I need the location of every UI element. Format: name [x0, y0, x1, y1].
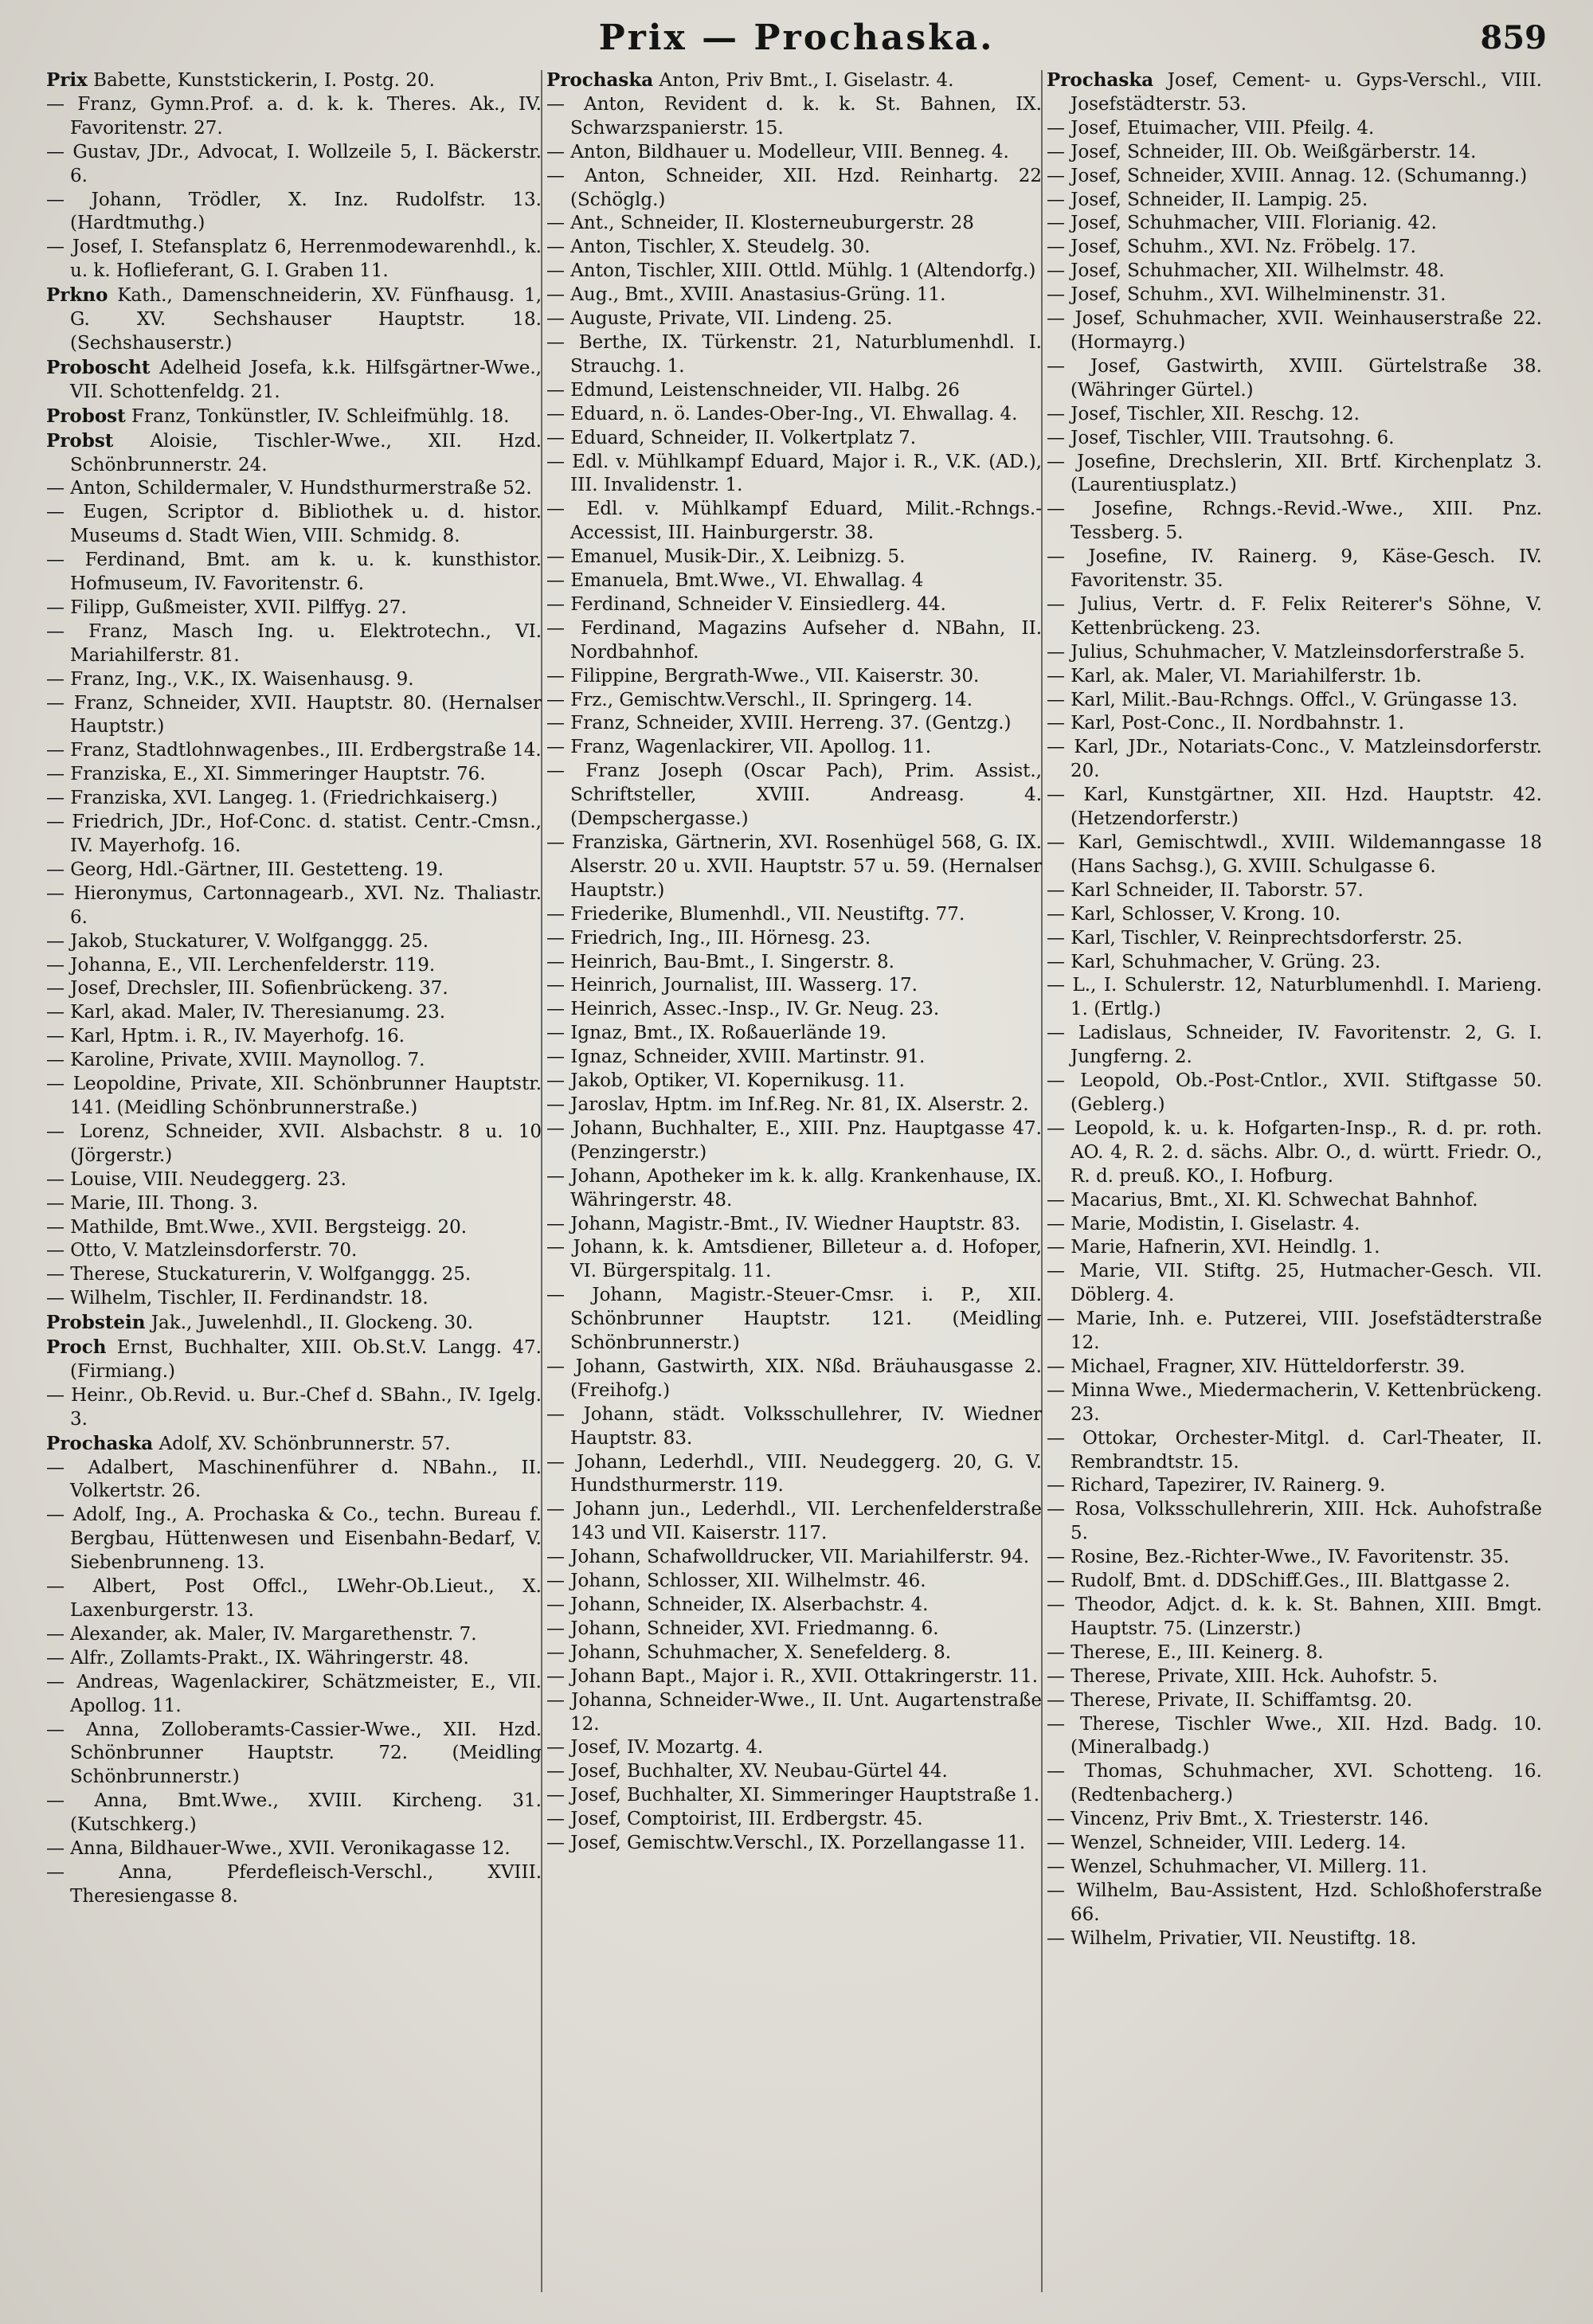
directory-entry: — Edl. v. Mühlkampf Eduard, Milit.-Rchngs.-Accessist, III. Hainburgerstr. 38.: [546, 499, 1042, 544]
directory-entry: — Julius, Schuhmacher, V. Matzleinsdorferstraße 5.: [1047, 641, 1525, 663]
directory-entry: — Ferdinand, Bmt. am k. u. k. kunsthistor. Hofmuseum, IV. Favoritenstr. 6.: [46, 550, 542, 595]
directory-entry: — Otto, V. Matzleinsdorferstr. 70.: [46, 1240, 358, 1262]
surname-headword: Probstein: [46, 1312, 146, 1334]
directory-entry: — Josef, Buchhalter, XV. Neubau-Gürtel 44.: [546, 1761, 948, 1782]
directory-entry: — Josef, Comptoirist, III. Erdbergstr. 45.: [546, 1809, 923, 1830]
directory-entry: — Rosine, Bez.-Richter-Wwe., IV. Favoritenstr. 35.: [1047, 1547, 1509, 1568]
directory-entry: — Franz Joseph (Oscar Pach), Prim. Assist., Schriftsteller, XVIII. Andreasg. 4. (Dempschergasse.): [546, 761, 1042, 830]
directory-entry: — Anna, Bmt.Wwe., XVIII. Kircheng. 31. (Kutschkerg.): [46, 1790, 542, 1836]
directory-entry: — Karl, akad. Maler, IV. Theresianumg. 23.: [46, 1002, 446, 1023]
directory-entry: Prochaska Anton, Priv Bmt., I. Giselastr. 4.: [546, 69, 954, 91]
directory-entry: — Anton, Tischler, XIII. Ottld. Mühlg. 1 (Altendorfg.): [546, 260, 1036, 282]
directory-entry: — Macarius, Bmt., XI. Kl. Schwechat Bahnhof.: [1047, 1189, 1478, 1211]
directory-entry: Prkno Kath., Damenschneiderin, XV. Fünfhausg. 1, G. XV. Sechshauser Hauptstr. 18. (Sechshauserstr.): [46, 284, 542, 354]
directory-entry: — Friedrich, Ing., III. Hörnesg. 23.: [546, 927, 871, 949]
directory-entry: — Johann jun., Lederhdl., VII. Lerchenfelderstraße 143 und VII. Kaiserstr. 117.: [546, 1499, 1042, 1544]
directory-entry: — Marie, III. Thong. 3.: [46, 1192, 259, 1214]
directory-entry: — Marie, Inh. e. Putzerei, VIII. Josefstädterstraße 12.: [1047, 1309, 1542, 1354]
directory-entry: — Eduard, n. ö. Landes-Ober-Ing., VI. Ehwallag. 4.: [546, 403, 1018, 425]
directory-entry: — Franz, Schneider, XVII. Hauptstr. 80. (Hernalser Hauptstr.): [46, 692, 542, 737]
directory-entry: Proboscht Adelheid Josefa, k.k. Hilfsgärtner-Wwe., VII. Schottenfeldg. 21.: [46, 356, 542, 402]
directory-entry: — Ignaz, Bmt., IX. Roßauerlände 19.: [546, 1023, 887, 1044]
directory-entry: — Anna, Zolloberamts-Cassier-Wwe., XII. Hzd. Schönbrunner Hauptstr. 72. (Meidling Schönbrunnerstr.): [46, 1719, 542, 1788]
directory-entry: — Franz, Stadtlohnwagenbes., III. Erdbergstraße 14.: [46, 740, 542, 761]
directory-entry: — Jakob, Stuckaturer, V. Wolfganggg. 25.: [46, 930, 429, 952]
directory-entry: — Franziska, E., XI. Simmeringer Hauptstr. 76.: [46, 764, 486, 785]
directory-entry: — Franz, Ing., V.K., IX. Waisenhausg. 9.: [46, 668, 414, 690]
surname-headword: Prochaska: [546, 69, 654, 91]
directory-entry: — Johann, Apotheker im k. k. allg. Krankenhause, IX. Währingerstr. 48.: [546, 1165, 1042, 1211]
directory-entry: — Rudolf, Bmt. d. DDSchiff.Ges., III. Blattgasse 2.: [1047, 1571, 1511, 1592]
directory-entry: — Franziska, XVI. Langeg. 1. (Friedrichkaiserg.): [46, 788, 498, 809]
directory-entry: — Josef, I. Stefansplatz 6, Herrenmodewarenhdl., k. u. k. Hoflieferant, G. I. Graben 11.: [46, 237, 542, 282]
directory-entry: — Theodor, Adjct. d. k. k. St. Bahnen, XIII. Bmgt. Hauptstr. 75. (Linzerstr.): [1047, 1594, 1542, 1639]
directory-entry: — Marie, Hafnerin, XVI. Heindlg. 1.: [1047, 1237, 1380, 1258]
directory-entry: — Lorenz, Schneider, XVII. Alsbachstr. 8 u. 10 (Jörgerstr.): [46, 1121, 542, 1166]
directory-entry: — Wenzel, Schuhmacher, VI. Millerg. 11.: [1047, 1856, 1427, 1877]
directory-entry: — Ottokar, Orchester-Mitgl. d. Carl-Theater, II. Rembrandtstr. 15.: [1047, 1427, 1542, 1473]
directory-entry: — Alexander, ak. Maler, IV. Margarethenstr. 7.: [46, 1623, 477, 1645]
directory-entry: — Emanuela, Bmt.Wwe., VI. Ehwallag. 4: [546, 570, 924, 592]
directory-entry: — Eugen, Scriptor d. Bibliothek u. d. histor. Museums d. Stadt Wien, VIII. Schmidg. 8.: [46, 502, 542, 547]
directory-entry: — Rosa, Volksschullehrerin, XIII. Hck. Auhofstraße 5.: [1047, 1499, 1542, 1544]
directory-entry: — Johann, Schneider, XVI. Friedmanng. 6.: [546, 1618, 939, 1639]
directory-entry: — Georg, Hdl.-Gärtner, III. Gestetteng. 19.: [46, 859, 444, 880]
directory-column-1: [46, 68, 542, 2299]
page-header-title: Prix — Prochaska.: [598, 18, 995, 58]
directory-entry: — Josefine, Rchngs.-Revid.-Wwe., XIII. Pnz. Tessberg. 5.: [1047, 499, 1542, 544]
directory-column-2: [546, 68, 1042, 2299]
directory-entry: — Josef, Tischler, XII. Reschg. 12.: [1047, 403, 1360, 425]
directory-entry: — Filipp, Gußmeister, XVII. Pilffyg. 27.: [46, 597, 407, 618]
directory-entry: — Johann, Magistr.-Bmt., IV. Wiedner Hauptstr. 83.: [546, 1213, 1021, 1234]
directory-entry: — Franz, Gymn.Prof. a. d. k. k. Theres. Ak., IV. Favoritenstr. 27.: [46, 93, 542, 139]
directory-entry: — Johann, Schafwolldrucker, VII. Mariahilferstr. 94.: [546, 1547, 1030, 1568]
directory-entry: — Albert, Post Offcl., LWehr-Ob.Lieut., X. Laxenburgerstr. 13.: [46, 1576, 542, 1621]
directory-entry: — Karl, Gemischtwdl., XVIII. Wildemanngasse 18 (Hans Sachsg.), G. XVIII. Schulgasse 6.: [1047, 832, 1542, 877]
directory-entry: — Josef, Schuhm., XVI. Wilhelminenstr. 31.: [1047, 284, 1446, 306]
directory-entry: — Eduard, Schneider, II. Volkertplatz 7.: [546, 427, 917, 448]
directory-entry: — Josef, Schuhm., XVI. Nz. Fröbelg. 17.: [1047, 237, 1416, 258]
directory-entry: — Therese, Stuckaturerin, V. Wolfganggg. 25.: [46, 1264, 472, 1285]
directory-entry: — Anna, Pferdefleisch-Verschl., XVIII. Theresiengasse 8.: [46, 1861, 542, 1907]
directory-entry: — Gustav, JDr., Advocat, I. Wollzeile 5, I. Bäckerstr. 6.: [46, 141, 542, 186]
directory-entry: — Josef, Buchhalter, XI. Simmeringer Hauptstraße 1.: [546, 1785, 1040, 1806]
directory-entry: — Leopold, k. u. k. Hofgarten-Insp., R. d. pr. roth. AO. 4, R. 2. d. sächs. Albr. O., d. württ. Friedr. O., R. d. preuß. KO., I. Hofburg.: [1047, 1117, 1542, 1187]
directory-entry: — Franz, Wagenlackirer, VII. Apollog. 11.: [546, 737, 932, 758]
directory-entry: — Therese, Tischler Wwe., XII. Hzd. Badg. 10. (Mineralbadg.): [1047, 1713, 1542, 1759]
directory-entry: — Anton, Tischler, X. Steudelg. 30.: [546, 237, 871, 258]
directory-entry: — Anton, Schildermaler, V. Hundsthurmerstraße 52.: [46, 478, 532, 499]
directory-entry: — Franz, Schneider, XVIII. Herreng. 37. (Gentzg.): [546, 713, 1012, 734]
directory-entry: — Johann Bapt., Major i. R., XVII. Ottakringerstr. 11.: [546, 1665, 1039, 1687]
directory-entry: — Aug., Bmt., XVIII. Anastasius-Grüng. 11.: [546, 284, 946, 306]
surname-headword: Prkno: [46, 284, 108, 307]
directory-entry: — Josef, Tischler, VIII. Trautsohng. 6.: [1047, 427, 1395, 448]
surname-headword: Prix: [46, 69, 88, 91]
directory-entry: — Marie, Modistin, I. Giselastr. 4.: [1047, 1213, 1360, 1234]
directory-entry: — Marie, VII. Stiftg. 25, Hutmacher-Gesch. VII. Döblerg. 4.: [1047, 1261, 1542, 1306]
directory-entry: Proch Ernst, Buchhalter, XIII. Ob.St.V. Langg. 47. (Firmiang.): [46, 1336, 542, 1382]
directory-entry: — Thomas, Schuhmacher, XVI. Schotteng. 16. (Redtenbacherg.): [1047, 1761, 1542, 1806]
directory-entry: — Adolf, Ing., A. Prochaska & Co., techn. Bureau f. Bergbau, Hüttenwesen und Eisenbahn-Bedarf, V. Siebenbrunneng. 13.: [46, 1504, 542, 1574]
directory-entry: — Johann, Magistr.-Steuer-Cmsr. i. P., XII. Schönbrunner Hauptstr. 121. (Meidling Schönbrunnerstr.): [546, 1285, 1042, 1354]
directory-entry: — Therese, Private, XIII. Hck. Auhofstr. 5.: [1047, 1665, 1438, 1687]
directory-entry: — Heinrich, Assec.-Insp., IV. Gr. Neug. 23.: [546, 999, 940, 1020]
directory-entry: — Karl, ak. Maler, VI. Mariahilferstr. 1b.: [1047, 665, 1422, 687]
directory-entry: — Ladislaus, Schneider, IV. Favoritenstr. 2, G. I. Jungferng. 2.: [1047, 1023, 1542, 1068]
directory-entry: — Minna Wwe., Miedermacherin, V. Kettenbrückeng. 23.: [1047, 1379, 1542, 1425]
directory-entry: — Friederike, Blumenhdl., VII. Neustiftg. 77.: [546, 903, 965, 925]
surname-headword: Proch: [46, 1336, 107, 1359]
directory-entry: — Josef, Gemischtw.Verschl., IX. Porzellangasse 11.: [546, 1833, 1026, 1854]
directory-entry: — Josefine, IV. Rainerg. 9, Käse-Gesch. IV. Favoritenstr. 35.: [1047, 546, 1542, 592]
directory-entry: — Karl Schneider, II. Taborstr. 57.: [1047, 879, 1364, 901]
directory-entry: — Richard, Tapezirer, IV. Rainerg. 9.: [1047, 1475, 1386, 1497]
directory-entry: — Johann, Trödler, X. Inz. Rudolfstr. 13. (Hardtmuthg.): [46, 189, 542, 234]
directory-entry: — Andreas, Wagenlackirer, Schätzmeister, E., VII. Apollog. 11.: [46, 1671, 542, 1716]
directory-entry: — Johann, Buchhalter, E., XIII. Pnz. Hauptgasse 47. (Penzingerstr.): [546, 1117, 1042, 1163]
directory-entry: — Josef, Schuhmacher, XII. Wilhelmstr. 48.: [1047, 260, 1445, 282]
surname-headword: Prochaska: [46, 1432, 154, 1454]
directory-entry: — Louise, VIII. Neudeggerg. 23.: [46, 1168, 346, 1190]
directory-entry: — Ignaz, Schneider, XVIII. Martinstr. 91.: [546, 1047, 926, 1068]
directory-entry: — Johann, Lederhdl., VIII. Neudeggerg. 20, G. V. Hundsthurmerstr. 119.: [546, 1451, 1042, 1497]
directory-entry: — Mathilde, Bmt.Wwe., XVII. Bergsteigg. 20.: [46, 1216, 468, 1238]
directory-entry: — Therese, E., III. Keinerg. 8.: [1047, 1641, 1324, 1663]
directory-entry: — Karl, Kunstgärtner, XII. Hzd. Hauptstr. 42. (Hetzendorferstr.): [1047, 784, 1542, 830]
surname-headword: Probst: [46, 429, 114, 452]
directory-entry: — Hieronymus, Cartonnagearb., XVI. Nz. Thaliastr. 6.: [46, 882, 542, 928]
directory-entry: — Berthe, IX. Türkenstr. 21, Naturblumenhdl. I. Strauchg. 1.: [546, 331, 1042, 377]
directory-entry: — Jaroslav, Hptm. im Inf.Reg. Nr. 81, IX. Alserstr. 2.: [546, 1094, 1029, 1115]
directory-column-3: [1047, 68, 1542, 2299]
directory-entry: — Johann, k. k. Amtsdiener, Billeteur a. d. Hofoper, VI. Bürgerspitalg. 11.: [546, 1237, 1042, 1282]
directory-entry: Prix Babette, Kunststickerin, I. Postg. 20.: [46, 69, 435, 91]
directory-entry: — Johann, Gastwirth, XIX. Nßd. Bräuhausgasse 2. (Freihofg.): [546, 1356, 1042, 1401]
directory-entry: — Wilhelm, Bau-Assistent, Hzd. Schloßhoferstraße 66.: [1047, 1880, 1542, 1925]
directory-entry: — Karl, Tischler, V. Reinprechtsdorferstr. 25.: [1047, 927, 1463, 949]
directory-entry: — Franz, Masch Ing. u. Elektrotechn., VI. Mariahilferstr. 81.: [46, 620, 542, 666]
directory-entry: — Emanuel, Musik-Dir., X. Leibnizg. 5.: [546, 546, 906, 568]
directory-entry: — Michael, Fragner, XIV. Hütteldorferstr. 39.: [1047, 1356, 1466, 1377]
directory-entry: Probstein Jak., Juwelenhdl., II. Glockeng. 30.: [46, 1312, 474, 1334]
directory-entry: — Karl, JDr., Notariats-Conc., V. Matzleinsdorferstr. 20.: [1047, 737, 1542, 782]
directory-entry: — Anton, Revident d. k. k. St. Bahnen, IX. Schwarzspanierstr. 15.: [546, 93, 1042, 139]
directory-entry: — Josef, Schuhmacher, XVII. Weinhauserstraße 22. (Hormayrg.): [1047, 308, 1542, 353]
directory-entry: — Vincenz, Priv Bmt., X. Triesterstr. 146.: [1047, 1809, 1430, 1830]
directory-entry: — Leopold, Ob.-Post-Cntlor., XVII. Stiftgasse 50. (Geblerg.): [1047, 1070, 1542, 1115]
directory-entry: — Johann, Schlosser, XII. Wilhelmstr. 46.: [546, 1571, 926, 1592]
directory-entry: — Frz., Gemischtw.Verschl., II. Springerg. 14.: [546, 689, 973, 710]
directory-entry: — Heinrich, Journalist, III. Wasserg. 17.: [546, 975, 918, 996]
surname-headword: Prochaska: [1047, 69, 1154, 91]
directory-entry: — Johann, Schneider, IX. Alserbachstr. 4.: [546, 1594, 929, 1615]
directory-entry: — Karl, Schuhmacher, V. Grüng. 23.: [1047, 951, 1381, 972]
directory-entry: — Jakob, Optiker, VI. Kopernikusg. 11.: [546, 1070, 905, 1092]
directory-entry: — Karl, Hptm. i. R., IV. Mayerhofg. 16.: [46, 1026, 405, 1047]
directory-entry: — Josefine, Drechslerin, XII. Brtf. Kirchenplatz 3. (Laurentiusplatz.): [1047, 451, 1542, 496]
directory-entry: — Alfr., Zollamts-Prakt., IX. Währingerstr. 48.: [46, 1647, 469, 1669]
directory-entry: — Karl, Milit.-Bau-Rchngs. Offcl., V. Grüngasse 13.: [1047, 689, 1518, 710]
directory-entry: — Johann, städt. Volksschullehrer, IV. Wiedner Hauptstr. 83.: [546, 1403, 1042, 1449]
directory-entry: — Johann, Schuhmacher, X. Senefelderg. 8.: [546, 1641, 952, 1663]
directory-entry: — Johanna, E., VII. Lerchenfelderstr. 119.: [46, 954, 436, 976]
directory-entry: — Karl, Schlosser, V. Krong. 10.: [1047, 903, 1341, 925]
directory-entry: — Josef, IV. Mozartg. 4.: [546, 1737, 764, 1759]
directory-entry: — Wenzel, Schneider, VIII. Lederg. 14.: [1047, 1833, 1407, 1854]
surname-headword: Probost: [46, 405, 126, 427]
directory-entry: — Anna, Bildhauer-Wwe., XVII. Veronikagasse 12.: [46, 1838, 511, 1860]
directory-entry: — Edmund, Leistenschneider, VII. Halbg. 26: [546, 379, 960, 401]
directory-entry: — Edl. v. Mühlkampf Eduard, Major i. R., V.K. (AD.), III. Invalidenstr. 1.: [546, 451, 1042, 496]
directory-entry: — Anton, Bildhauer u. Modelleur, VIII. Benneg. 4.: [546, 141, 1009, 162]
directory-entry: — Wilhelm, Tischler, II. Ferdinandstr. 18.: [46, 1288, 429, 1309]
directory-entry: — Karoline, Private, XVIII. Maynollog. 7.: [46, 1050, 425, 1071]
directory-entry: — Josef, Drechsler, III. Sofienbrückeng. 37.: [46, 978, 448, 1000]
directory-entry: — Heinrich, Bau-Bmt., I. Singerstr. 8.: [546, 951, 894, 972]
directory-entry: Probst Aloisie, Tischler-Wwe., XII. Hzd. Schönbrunnerstr. 24.: [46, 429, 542, 475]
directory-entry: — Leopoldine, Private, XII. Schönbrunner Hauptstr. 141. (Meidling Schönbrunnerstraße.): [46, 1074, 542, 1118]
directory-entry: — Johanna, Schneider-Wwe., II. Unt. Augartenstraße 12.: [546, 1689, 1042, 1735]
directory-entry: — Josef, Schneider, III. Ob. Weißgärberstr. 14.: [1047, 141, 1477, 162]
directory-entry: — Josef, Schneider, II. Lampig. 25.: [1047, 189, 1368, 210]
directory-entry: — Auguste, Private, VII. Lindeng. 25.: [546, 308, 893, 330]
directory-entry: — Ferdinand, Schneider V. Einsiedlerg. 44.: [546, 593, 946, 615]
directory-entry: — Josef, Gastwirth, XVIII. Gürtelstraße 38. (Währinger Gürtel.): [1047, 355, 1542, 401]
directory-entry: — Wilhelm, Privatier, VII. Neustiftg. 18.: [1047, 1927, 1417, 1949]
directory-entry: — Friedrich, JDr., Hof-Conc. d. statist. Centr.-Cmsn., IV. Mayerhofg. 16.: [46, 812, 542, 856]
surname-headword: Proboscht: [46, 356, 151, 378]
directory-entry: — Heinr., Ob.Revid. u. Bur.-Chef d. SBahn., IV. Igelg. 3.: [46, 1384, 542, 1430]
directory-entry: — Julius, Vertr. d. F. Felix Reiterer's Söhne, V. Kettenbrückeng. 23.: [1047, 593, 1542, 639]
directory-entry: — Josef, Schuhmacher, VIII. Florianig. 42.: [1047, 213, 1437, 234]
directory-entry: — Filippine, Bergrath-Wwe., VII. Kaiserstr. 30.: [546, 665, 980, 687]
directory-entry: Probost Franz, Tonkünstler, IV. Schleifmühlg. 18.: [46, 405, 510, 427]
directory-entry: — Anton, Schneider, XII. Hzd. Reinhartg. 22 (Schöglg.): [546, 165, 1042, 210]
directory-entry: — Ferdinand, Magazins Aufseher d. NBahn, II. Nordbahnhof.: [546, 617, 1042, 663]
page-number: 859: [1480, 19, 1547, 57]
directory-entry: — Ant., Schneider, II. Klosterneuburgerstr. 28: [546, 213, 974, 234]
directory-entry: — Josef, Schneider, XVIII. Annag. 12. (Schumanng.): [1047, 165, 1528, 186]
directory-entry: — Josef, Etuimacher, VIII. Pfeilg. 4.: [1047, 117, 1375, 139]
directory-entry: — Therese, Private, II. Schiffamtsg. 20.: [1047, 1689, 1413, 1711]
directory-entry: — L., I. Schulerstr. 12, Naturblumenhdl. I. Marieng. 1. (Ertlg.): [1047, 975, 1542, 1020]
directory-entry: Prochaska Josef, Cement- u. Gyps-Verschl., VIII. Josefstädterstr. 53.: [1047, 69, 1542, 115]
directory-entry: Prochaska Adolf, XV. Schönbrunnerstr. 57.: [46, 1432, 451, 1454]
directory-entry: — Adalbert, Maschinenführer d. NBahn., II. Volkertstr. 26.: [46, 1457, 542, 1502]
directory-entry: — Franziska, Gärtnerin, XVI. Rosenhügel 568, G. IX. Alserstr. 20 u. XVII. Hauptstr. 57 u. 59. (Hernalser Hauptstr.): [546, 832, 1042, 901]
directory-entry: — Karl, Post-Conc., II. Nordbahnstr. 1.: [1047, 713, 1405, 734]
